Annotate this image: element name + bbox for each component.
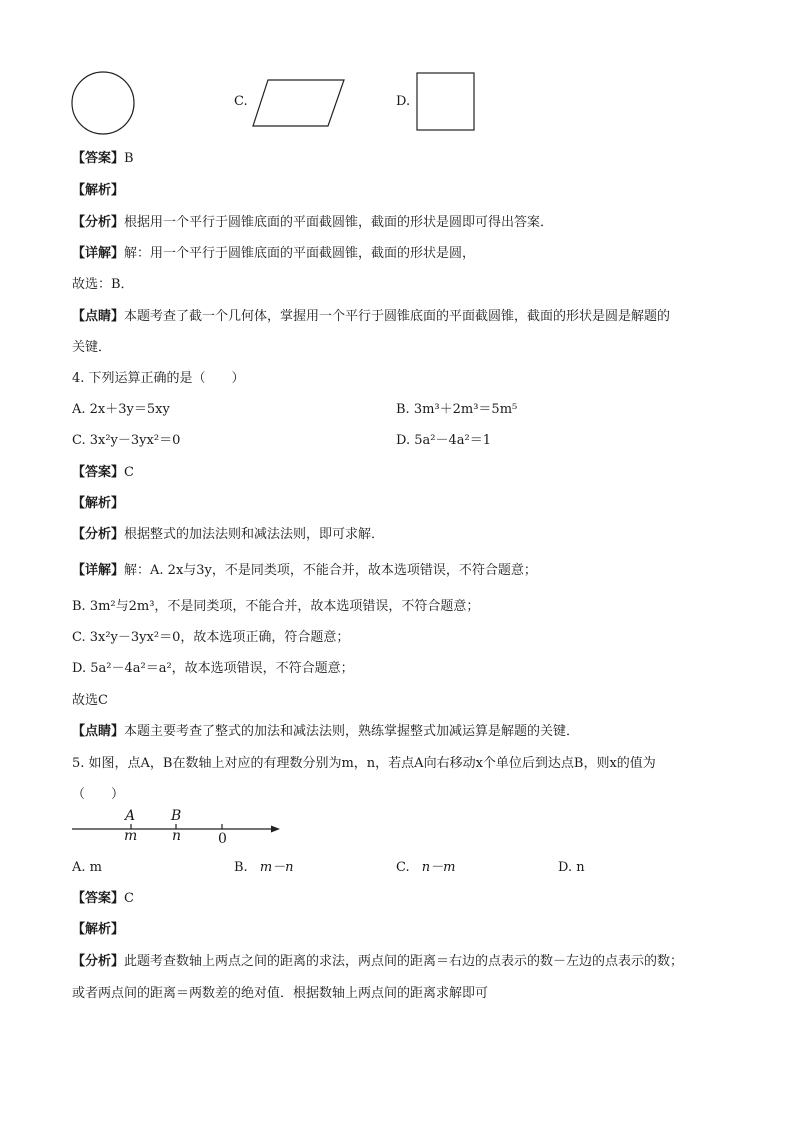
q5-analysis-heading: 【解析】: [72, 922, 125, 937]
q4-analysis-heading: 【解析】: [72, 496, 125, 511]
q4-line-c: C. 3x²y－3yx²＝0，故本选项正确，符合题意；: [72, 630, 350, 645]
q5-fenxi: 【分析】此题考查数轴上两点之间的距离的求法，两点间的距离＝右边的点表示的数－左边的点表示的数；: [72, 954, 684, 969]
q3-option-d-label: D.: [396, 94, 411, 109]
q3-xiangjie: 【详解】解：用一个平行于圆锥底面的平面截圆锥，截面的形状是圆，: [72, 246, 476, 261]
point-n-label: n: [172, 828, 182, 844]
q4-choice: 故选C: [72, 693, 108, 708]
q5-fenxi-cont: 或者两点间的距离＝两数差的绝对值．根据数轴上两点间的距离求解即可: [72, 986, 489, 1001]
q5-option-c: C. n－m: [396, 860, 456, 875]
q5-option-d: D. n: [558, 860, 585, 875]
q4-fenxi: 【分析】根据整式的加法法则和减法法则，即可求解．: [72, 527, 385, 542]
q4-option-c: C. 3x²y－3yx²＝0: [72, 433, 181, 448]
q4-xiangjie: 【详解】解：A. 2x与3y，不是同类项，不能合并，故本选项错误，不符合题意；: [72, 563, 537, 578]
point-b-label: B: [171, 808, 182, 824]
q4-line-b: B. 3m²与2m³，不是同类项，不能合并，故本选项错误，不符合题意；: [72, 599, 480, 614]
q3-dianjing: 【点睛】本题考查了截一个几何体，掌握用一个平行于圆锥底面的平面截圆锥，截面的形状是圆是解题的: [72, 309, 671, 324]
q5-stem: 5. 如图，点A，B在数轴上对应的有理数分别为m，n，若点A向右移动x个单位后到达点B，则x的值为: [72, 756, 656, 771]
q3-choice: 故选：B．: [72, 277, 134, 292]
square-shape: [416, 72, 476, 132]
q4-option-b: B. 3m³＋2m³＝5m⁵: [396, 402, 518, 417]
q3-dianjing-cont: 关键．: [72, 340, 112, 355]
q4-stem: 4. 下列运算正确的是（ ）: [72, 371, 245, 386]
q3-fenxi: 【分析】根据用一个平行于圆锥底面的平面截圆锥，截面的形状是圆即可得出答案．: [72, 215, 554, 230]
q4-option-a: A. 2x＋3y＝5xy: [72, 402, 170, 417]
q5-option-a: A. m: [72, 860, 102, 875]
q3-analysis-heading: 【解析】: [72, 183, 125, 198]
circle-shape: [70, 70, 136, 136]
point-a-label: A: [125, 808, 136, 824]
q4-answer: 【答案】C: [72, 465, 134, 480]
q5-option-b: B. m－n: [234, 860, 294, 875]
q5-answer: 【答案】C: [72, 891, 134, 906]
origin-label: 0: [218, 831, 227, 847]
q3-option-c-label: C.: [234, 94, 248, 109]
q4-dianjing: 【点睛】本题主要考查了整式的加法和减法法则，熟练掌握整式加减运算是解题的关键．: [72, 724, 580, 739]
parallelogram-shape: [252, 78, 346, 128]
q4-option-d: D. 5a²－4a²＝1: [396, 433, 491, 448]
q3-answer: 【答案】B: [72, 151, 134, 166]
q5-stem-paren: （ ）: [72, 787, 125, 802]
q4-line-d: D. 5a²－4a²＝a²，故本选项错误，不符合题意；: [72, 661, 354, 676]
point-m-label: m: [124, 828, 138, 844]
